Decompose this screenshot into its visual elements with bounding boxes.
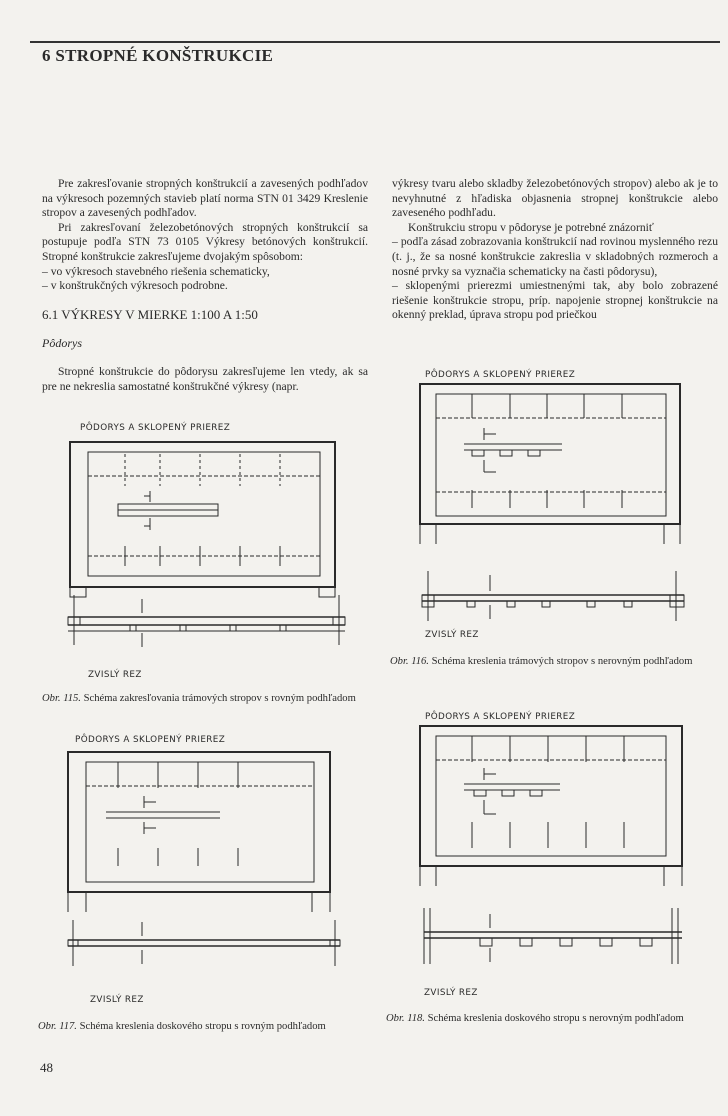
subsection-title: Pôdorys <box>42 336 82 350</box>
fig116-number: Obr. 116. <box>390 656 429 667</box>
fig117-caption <box>38 1020 368 1033</box>
page-number: 48 <box>40 1060 53 1075</box>
fig116-section <box>412 565 712 625</box>
fig116-title: PÔDORYS A SKLOPENÝ PRIEREZ <box>425 370 576 380</box>
fig115-caption-text: Schéma zakresľovania trámových stropov s rovným podhľadom <box>83 693 356 704</box>
fig118-title: PÔDORYS A SKLOPENÝ PRIEREZ <box>425 712 576 722</box>
fig115-number: Obr. 115. <box>42 693 81 704</box>
fig115-caption <box>42 692 364 705</box>
fig116-caption-text: Schéma kreslenia trámových stropov s nerovným podhľadom <box>431 656 693 667</box>
fig116-rez-label: ZVISLÝ REZ <box>425 630 479 640</box>
fig118-section <box>410 906 710 966</box>
list-item-detailed: – v konštrukčných výkresoch podrobne. <box>42 279 228 293</box>
fig118-caption <box>386 1012 712 1025</box>
right-paragraph-2: Konštrukciu stropu v pôdoryse je potrebné znázorniť <box>408 220 654 234</box>
fig117-caption-text: Schéma kreslenia doskového stropu s rovným podhľadom <box>79 1021 326 1032</box>
right-list-item-1: – podľa zásad zobrazovania konštrukcií nad rovinou myslenného rezu (t. j., že sa nosné konštrukcie zakreslia v skladobných rozmeroch a nosné prvky sa vyznačia schematicky na časti pôdorysu), <box>392 235 718 278</box>
right-column-text <box>392 177 718 323</box>
fig117-title: PÔDORYS A SKLOPENÝ PRIEREZ <box>75 735 226 745</box>
left-paragraph-2 <box>42 365 368 394</box>
right-list-item-2: – sklopenými prierezmi umiestnenými tak, aby bolo zobrazené riešenie konštrukcie stropu, príp. napojenie stropnej konštrukcie na okenný preklad, úprava stropu pod priečkou <box>392 279 718 322</box>
top-rule <box>30 41 720 43</box>
fig118-rez-label: ZVISLÝ REZ <box>424 988 478 998</box>
fig116-drawing <box>412 382 712 552</box>
right-paragraph-1: výkresy tvaru alebo skladby železobetónových stropov) alebo ak je to nevyhnutné z hľadiska objasnenia stropnej konštrukcie alebo zaveseného podhľadu. <box>392 177 718 220</box>
list-item-schematic: – vo výkresoch stavebného riešenia schematicky, <box>42 264 270 278</box>
intro-left-column <box>42 177 368 294</box>
chapter-title: 6 STROPNÉ KONŠTRUKCIE <box>42 46 274 65</box>
fig118-number: Obr. 118. <box>386 1013 425 1024</box>
floor-plan-paragraph: Stropné konštrukcie do pôdorysu zakresľujeme len vtedy, ak sa pre ne nekreslia samostatné konštrukčné výkresy (napr. <box>42 365 368 393</box>
fig117-section <box>60 918 360 978</box>
fig118-caption-text: Schéma kreslenia doskového stropu s nerovným podhľadom <box>427 1013 684 1024</box>
fig116-caption <box>390 655 712 668</box>
section-title: 6.1 VÝKRESY V MIERKE 1:100 A 1:50 <box>42 307 258 322</box>
intro-paragraph-1: Pre zakresľovanie stropných konštrukcií a zavesených podhľadov na výkresoch pozemných stavieb platí norma STN 01 3429 Kreslenie stropov a zavesených podhľadov. <box>42 177 368 220</box>
fig115-rez-label: ZVISLÝ REZ <box>88 670 142 680</box>
fig117-rez-label: ZVISLÝ REZ <box>90 995 144 1005</box>
fig118-drawing <box>410 722 710 892</box>
fig115-section <box>60 595 360 655</box>
fig117-number: Obr. 117. <box>38 1021 77 1032</box>
intro-paragraph-2: Pri zakresľovaní železobetónových stropných konštrukcií sa postupuje podľa STN 73 0105 Výkresy betónových konštrukcií. Stropné konštrukcie zakresľujeme dvojakým spôsobom: <box>42 220 368 263</box>
fig115-title: PÔDORYS A SKLOPENÝ PRIEREZ <box>80 423 231 433</box>
